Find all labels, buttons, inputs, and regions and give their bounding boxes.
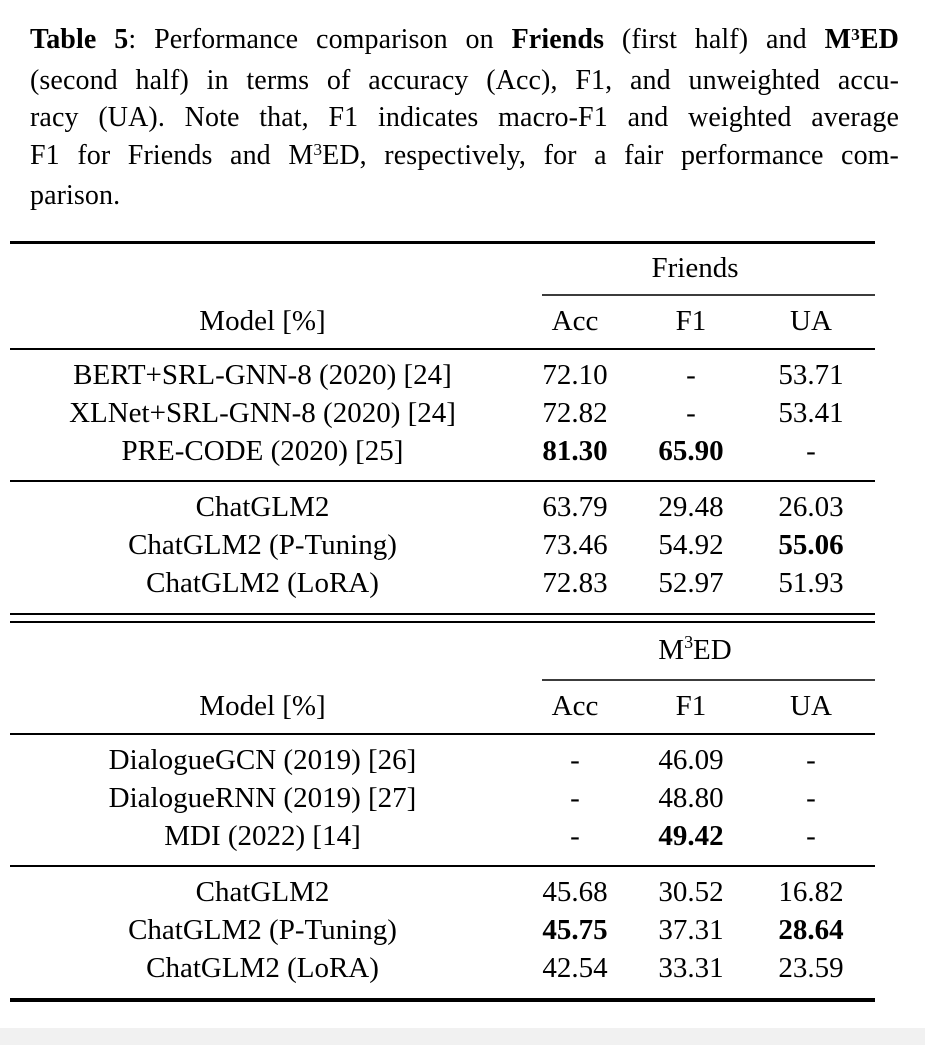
caption-dataset-friends: Friends bbox=[511, 24, 605, 55]
ua-value: - bbox=[747, 433, 875, 481]
acc-value-best: 81.30 bbox=[515, 433, 635, 481]
table-row bbox=[10, 780, 875, 818]
model-name: ChatGLM2 bbox=[195, 876, 330, 908]
model-name: XLNet+SRL-GNN-8 (2020) [24] bbox=[69, 397, 456, 429]
ua-value: 53.41 bbox=[778, 397, 844, 429]
acc-value-best: 45.75 bbox=[542, 914, 608, 946]
f1-value: 33.31 bbox=[658, 952, 724, 984]
table-caption bbox=[30, 21, 899, 215]
acc-column-header: Acc bbox=[515, 681, 635, 734]
m3ed-results-table bbox=[10, 623, 875, 1002]
ua-value: 16.82 bbox=[778, 876, 844, 908]
f1-value: 29.48 bbox=[658, 491, 724, 523]
f1-value: 54.92 bbox=[658, 529, 724, 561]
ua-value-best: 28.64 bbox=[778, 914, 844, 946]
empty-cell bbox=[10, 623, 515, 681]
column-header-row bbox=[10, 296, 875, 349]
ua-value: - bbox=[747, 818, 875, 866]
table-row bbox=[10, 734, 875, 780]
model-name: ChatGLM2 (P-Tuning) bbox=[128, 914, 397, 946]
model-name: DialogueRNN (2019) [27] bbox=[108, 782, 417, 814]
model-name: ChatGLM2 (LoRA) bbox=[146, 567, 379, 599]
model-name: ChatGLM2 (LoRA) bbox=[146, 952, 379, 984]
dataset-name-m3ed: M 3 ED bbox=[658, 631, 732, 666]
f1-value-best: 49.42 bbox=[635, 818, 747, 866]
superscript-3: 3 bbox=[313, 140, 323, 160]
model-name: BERT+SRL-GNN-8 (2020) [24] bbox=[73, 359, 452, 391]
model-name: ChatGLM2 (P-Tuning) bbox=[128, 529, 397, 561]
f1-value: 48.80 bbox=[658, 782, 724, 814]
f1-value: 52.97 bbox=[658, 567, 724, 599]
acc-value: 42.54 bbox=[542, 952, 608, 984]
dataset-name-friends: Friends bbox=[651, 252, 739, 284]
ua-column-header: UA bbox=[747, 296, 875, 349]
dataset-group-cell bbox=[515, 623, 875, 681]
dataset-header-row bbox=[10, 623, 875, 681]
model-column-header: Model [%] bbox=[10, 296, 515, 349]
table-row bbox=[10, 349, 875, 395]
column-header-row bbox=[10, 681, 875, 734]
table-row bbox=[10, 565, 875, 613]
f1-column-header: F1 bbox=[635, 296, 747, 349]
friends-results-table bbox=[10, 241, 875, 613]
ua-value: - bbox=[806, 782, 816, 814]
f1-value-best: 65.90 bbox=[635, 433, 747, 481]
model-name: PRE-CODE (2020) [25] bbox=[10, 433, 515, 481]
dataset-header-row bbox=[10, 242, 875, 296]
table-row bbox=[10, 912, 875, 950]
acc-value: 63.79 bbox=[542, 491, 608, 523]
acc-value: 72.83 bbox=[542, 567, 608, 599]
table-row bbox=[10, 866, 875, 912]
f1-value: 37.31 bbox=[658, 914, 724, 946]
f1-value: - bbox=[686, 397, 696, 429]
table-row bbox=[10, 395, 875, 433]
acc-column-header: Acc bbox=[515, 296, 635, 349]
acc-value: - bbox=[570, 782, 580, 814]
f1-column-header: F1 bbox=[635, 681, 747, 734]
f1-value: 46.09 bbox=[658, 744, 724, 776]
ua-value: 53.71 bbox=[778, 359, 844, 391]
acc-value: 72.82 bbox=[542, 397, 608, 429]
acc-value: 73.46 bbox=[542, 529, 608, 561]
caption-line-2: (second half) in terms of accuracy (Acc), F1, and unweighted accu- bbox=[30, 64, 899, 96]
model-column-header: Model [%] bbox=[10, 681, 515, 734]
model-name: ChatGLM2 bbox=[195, 491, 330, 523]
acc-value: 72.10 bbox=[542, 359, 608, 391]
superscript-3: 3 bbox=[851, 24, 860, 44]
ua-value: - bbox=[806, 744, 816, 776]
empty-cell bbox=[10, 242, 515, 296]
ua-value: 23.59 bbox=[778, 952, 844, 984]
f1-value: - bbox=[686, 359, 696, 391]
page-edge-strip bbox=[0, 1028, 925, 1045]
caption-line-3: racy (UA). Note that, F1 indicates macro-F1 and weighted average bbox=[30, 102, 899, 133]
f1-value: 30.52 bbox=[658, 876, 724, 908]
model-name: MDI (2022) [14] bbox=[10, 818, 515, 866]
dataset-group-cell bbox=[515, 242, 875, 296]
table-row bbox=[10, 950, 875, 1000]
ua-value-best: 55.06 bbox=[778, 529, 844, 561]
acc-value: - bbox=[570, 744, 580, 776]
caption-line-5: parison. bbox=[30, 180, 121, 211]
table-row bbox=[10, 433, 875, 481]
table-row bbox=[10, 818, 875, 866]
table-separator-rule bbox=[10, 613, 875, 623]
ua-value: 51.93 bbox=[778, 567, 844, 599]
caption-line-1: Table 5: Performance comparison on Friends (first half) and $M^3ED$ bbox=[30, 24, 900, 55]
table-row bbox=[10, 481, 875, 527]
caption-line-4: F1 for Friends and $M^3ED$, respectively, for a fair performance com- bbox=[30, 139, 899, 171]
superscript-3: 3 bbox=[684, 631, 694, 652]
table-row bbox=[10, 527, 875, 565]
caption-table-number: Table 5 bbox=[30, 24, 129, 55]
ua-value: 26.03 bbox=[778, 491, 844, 523]
acc-value: 45.68 bbox=[542, 876, 608, 908]
ua-column-header: UA bbox=[747, 681, 875, 734]
caption-dataset-m3ed: ED bbox=[859, 24, 900, 55]
paper-page bbox=[0, 21, 925, 1045]
acc-value: - bbox=[515, 818, 635, 866]
model-name: DialogueGCN (2019) [26] bbox=[108, 744, 417, 776]
